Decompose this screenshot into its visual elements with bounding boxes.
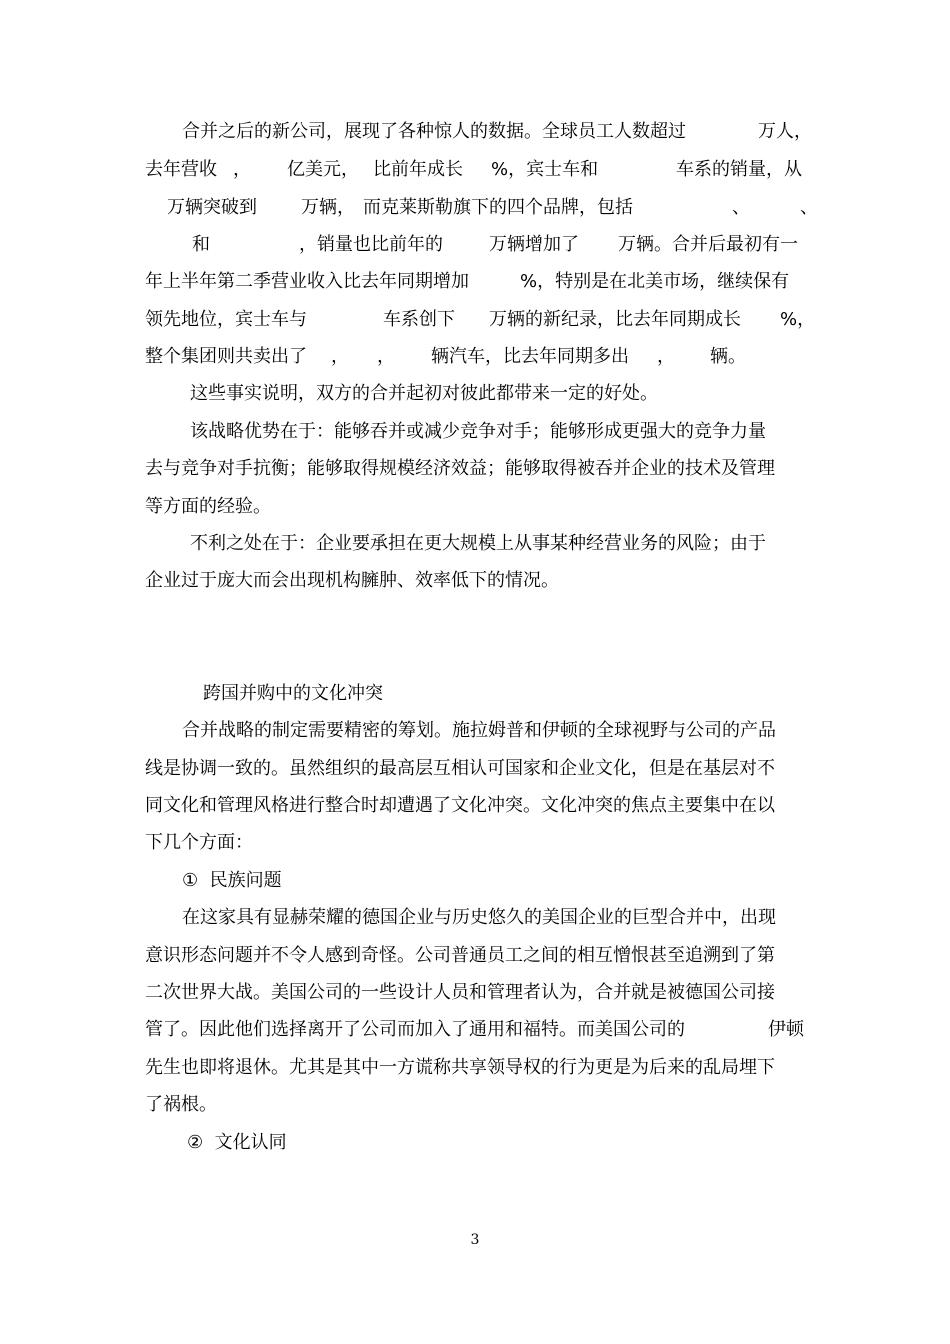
p1-line3c: 而克莱斯勒旗下的四个品牌，包括	[363, 197, 633, 218]
p5-line4: 下几个方面：	[145, 832, 253, 853]
p3-line1: 该战略优势在于：能够吞并或减少竞争对手；能够形成更强大的竞争力量	[190, 421, 766, 442]
p2-line1: 这些事实说明，双方的合并起初对彼此都带来一定的好处。	[190, 383, 658, 404]
p1-line2d: 比前年成长	[373, 159, 463, 180]
p5-line2: 线是协调一致的。虽然组织的最高层互相认可国家和企业文化，但是在基层对不	[145, 758, 775, 779]
p1-line4c: 万辆增加了	[489, 234, 579, 255]
p1-line5b: %，特别是在北美市场，继续保有	[520, 271, 790, 292]
p1-line6d: %，	[780, 309, 816, 330]
p1-line3d: 、	[732, 197, 750, 218]
p1-line7a: 整个集团则共卖出了	[145, 346, 307, 367]
p1-line2a: 去年营收	[145, 159, 217, 180]
p6-line4b: 伊顿	[768, 1019, 804, 1040]
p1-line3b: 万辆，	[301, 197, 355, 218]
p1-line4b: ，销量也比前年的	[299, 234, 443, 255]
p5-line3: 同文化和管理风格进行整合时却遭遇了文化冲突。文化冲突的焦点主要集中在以	[145, 795, 775, 816]
p6-line3: 二次世界大战。美国公司的一些设计人员和管理者认为，合并就是被德国公司接	[145, 982, 775, 1003]
section-heading: 跨国并购中的文化冲突	[203, 683, 383, 704]
p1-line1b: 万人，	[758, 121, 812, 142]
p6-line5: 先生也即将退休。尤其是其中一方谎称共享领导权的行为更是为后来的乱局埋下	[145, 1057, 775, 1078]
p1-line4d: 万辆。合并后最初有一	[618, 234, 798, 255]
p6-line1: 在这家具有显赫荣耀的德国企业与历史悠久的美国企业的巨型合并中，出现	[182, 907, 776, 928]
list-item-1: ① 民族问题	[182, 870, 282, 891]
p1-line6a: 领先地位，宾士车与	[145, 309, 307, 330]
p4-line2: 企业过于庞大而会出现机构臃肿、效率低下的情况。	[145, 570, 559, 591]
p1-line7c: ，	[377, 346, 395, 367]
p1-line3e: 、	[800, 197, 818, 218]
p1-line6c: 万辆的新纪录，比去年同期成长	[489, 309, 741, 330]
p1-line3a: 万辆突破到	[167, 197, 257, 218]
p1-line2f: 车系的销量，从	[676, 159, 802, 180]
p1-line6b: 车系创下	[383, 309, 455, 330]
p1-line2e: %，宾士车和	[491, 159, 599, 180]
p3-line2: 去与竞争对手抗衡；能够取得规模经济效益；能够取得被吞并企业的技术及管理	[145, 458, 775, 479]
p4-line1: 不利之处在于：企业要承担在更大规模上从事某种经营业务的风险；由于	[190, 533, 766, 554]
p1-line2b: ，	[233, 159, 251, 180]
p1-line7d: 辆汽车，比去年同期多出	[431, 346, 629, 367]
p1-line5: 年上半年第二季营业收入比去年同期增加	[145, 271, 469, 292]
p1-line7f: 辆。	[710, 346, 746, 367]
p1-line4a: 和	[192, 234, 210, 255]
p6-line4: 管了。因此他们选择离开了公司而加入了通用和福特。而美国公司的	[145, 1019, 685, 1040]
page-number: 3	[470, 1232, 480, 1248]
list-item-2: ② 文化认同	[187, 1132, 287, 1153]
p1-line1: 合并之后的新公司，展现了各种惊人的数据。全球员工人数超过	[182, 121, 686, 142]
p6-line2: 意识形态问题并不令人感到奇怪。公司普通员工之间的相互憎恨甚至追溯到了第	[145, 945, 775, 966]
p1-line7b: ，	[331, 346, 349, 367]
p1-line2c: 亿美元，	[287, 159, 359, 180]
p3-line3: 等方面的经验。	[145, 496, 271, 517]
p1-line7e: ，	[657, 346, 675, 367]
p5-line1: 合并战略的制定需要精密的筹划。施拉姆普和伊顿的全球视野与公司的产品	[182, 720, 776, 741]
p6-line6: 了祸根。	[145, 1094, 217, 1115]
